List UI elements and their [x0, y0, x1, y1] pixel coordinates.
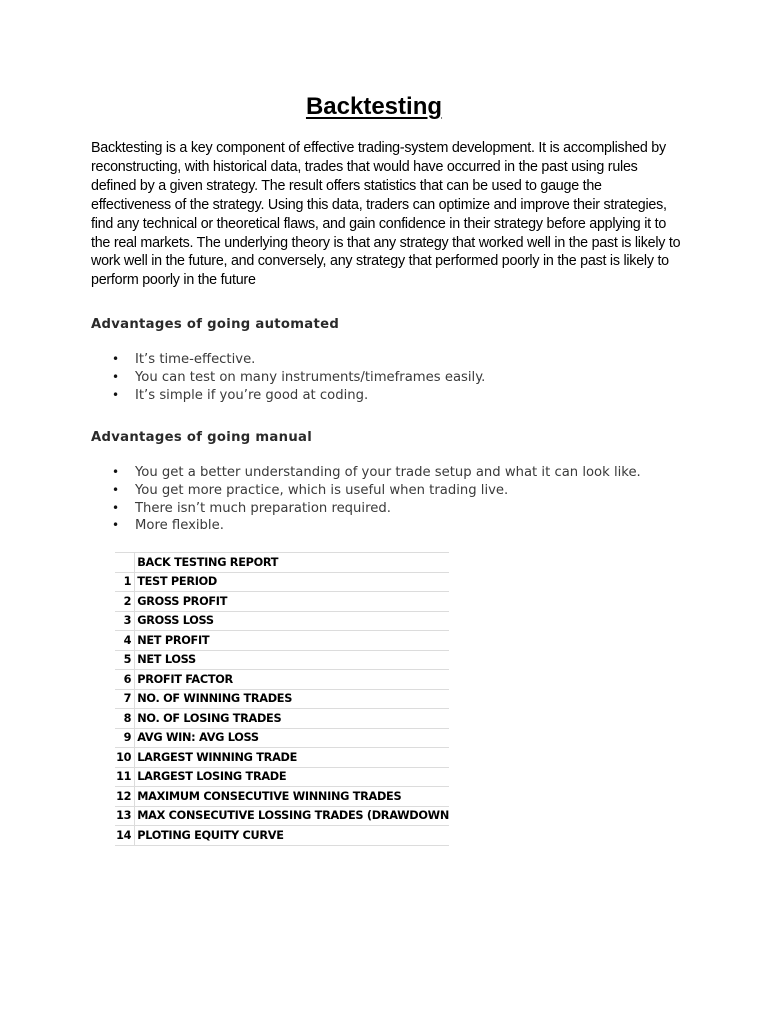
list-item: • There isn’t much preparation required.: [112, 500, 641, 518]
table-cell-label: GROSS LOSS: [135, 611, 449, 631]
table-cell-num: 10: [115, 748, 135, 768]
table-row: [115, 787, 449, 807]
table-cell-label: MAXIMUM CONSECUTIVE WINNING TRADES: [135, 787, 449, 807]
table-cell-label: MAX CONSECUTIVE LOSSING TRADES (DRAWDOWN: [135, 806, 449, 826]
table-cell-num: 4: [115, 631, 135, 651]
list-item: • It’s time-effective.: [112, 351, 485, 369]
table-cell-label: NET LOSS: [135, 650, 449, 670]
table-row: [115, 806, 449, 826]
page-title-text: Backtesting: [305, 93, 443, 120]
table-cell-label: PLOTING EQUITY CURVE: [135, 826, 449, 846]
table-row: [115, 709, 449, 729]
table-header-row: [115, 553, 449, 573]
table-cell-label: LARGEST WINNING TRADE: [135, 748, 449, 768]
list-item: • It’s simple if you’re good at coding.: [112, 387, 485, 405]
table-row: [115, 631, 449, 651]
manual-heading: Advantages of going manual: [91, 430, 313, 445]
table-cell-num: 6: [115, 670, 135, 690]
list-item: • You get a better understanding of your trade setup and what it can look like.: [112, 464, 641, 482]
table-cell-label: NO. OF LOSING TRADES: [135, 709, 449, 729]
table-cell-num: 9: [115, 728, 135, 748]
table-row: [115, 689, 449, 709]
table-cell-num: 8: [115, 709, 135, 729]
list-item: • You can test on many instruments/timeframes easily.: [112, 369, 485, 387]
automated-heading: Advantages of going automated: [91, 317, 340, 332]
table-header-cell: BACK TESTING REPORT: [135, 553, 449, 573]
table-row: [115, 611, 449, 631]
table-cell-num: [115, 553, 135, 573]
table-row: [115, 650, 449, 670]
table-cell-label: NO. OF WINNING TRADES: [135, 689, 449, 709]
backtesting-report-table: [115, 552, 449, 846]
table-row: [115, 748, 449, 768]
table-row: [115, 592, 449, 612]
table-row: [115, 572, 449, 592]
table-row: [115, 767, 449, 787]
table-cell-label: LARGEST LOSING TRADE: [135, 767, 449, 787]
table-cell-num: 5: [115, 650, 135, 670]
automated-list: [112, 351, 485, 404]
table-cell-label: GROSS PROFIT: [135, 592, 449, 612]
page-title: [0, 92, 748, 122]
table-cell-num: 2: [115, 592, 135, 612]
table-row: [115, 728, 449, 748]
table-cell-num: 3: [115, 611, 135, 631]
table-cell-num: 7: [115, 689, 135, 709]
list-item: • More flexible.: [112, 517, 641, 535]
table-cell-label: TEST PERIOD: [135, 572, 449, 592]
table-cell-num: 13: [115, 806, 135, 826]
table-cell-label: PROFIT FACTOR: [135, 670, 449, 690]
manual-list: [112, 464, 641, 535]
table-row: [115, 670, 449, 690]
list-item: • You get more practice, which is useful when trading live.: [112, 482, 641, 500]
table-cell-num: 11: [115, 767, 135, 787]
table-cell-num: 12: [115, 787, 135, 807]
intro-paragraph: Backtesting is a key component of effective trading-system development. It is accomplished by reconstructing, with historical data, trades that would have occurred in the past using rules defined by a given strategy. The result offers statistics that can be used to gauge the effectiveness of the strategy. Using this data, traders can optimize and improve their strategies, find any technical or theoretical flaws, and gain confidence in their strategy before applying it to the real markets. The underlying theory is that any strategy that worked well in the past is likely to work well in the future, and conversely, any strategy that performed poorly in the past is likely to perform poorly in the future: [91, 140, 681, 289]
table-cell-label: AVG WIN: AVG LOSS: [135, 728, 449, 748]
table-row: [115, 826, 449, 846]
table-cell-num: 1: [115, 572, 135, 592]
table-cell-label: NET PROFIT: [135, 631, 449, 651]
table-cell-num: 14: [115, 826, 135, 846]
